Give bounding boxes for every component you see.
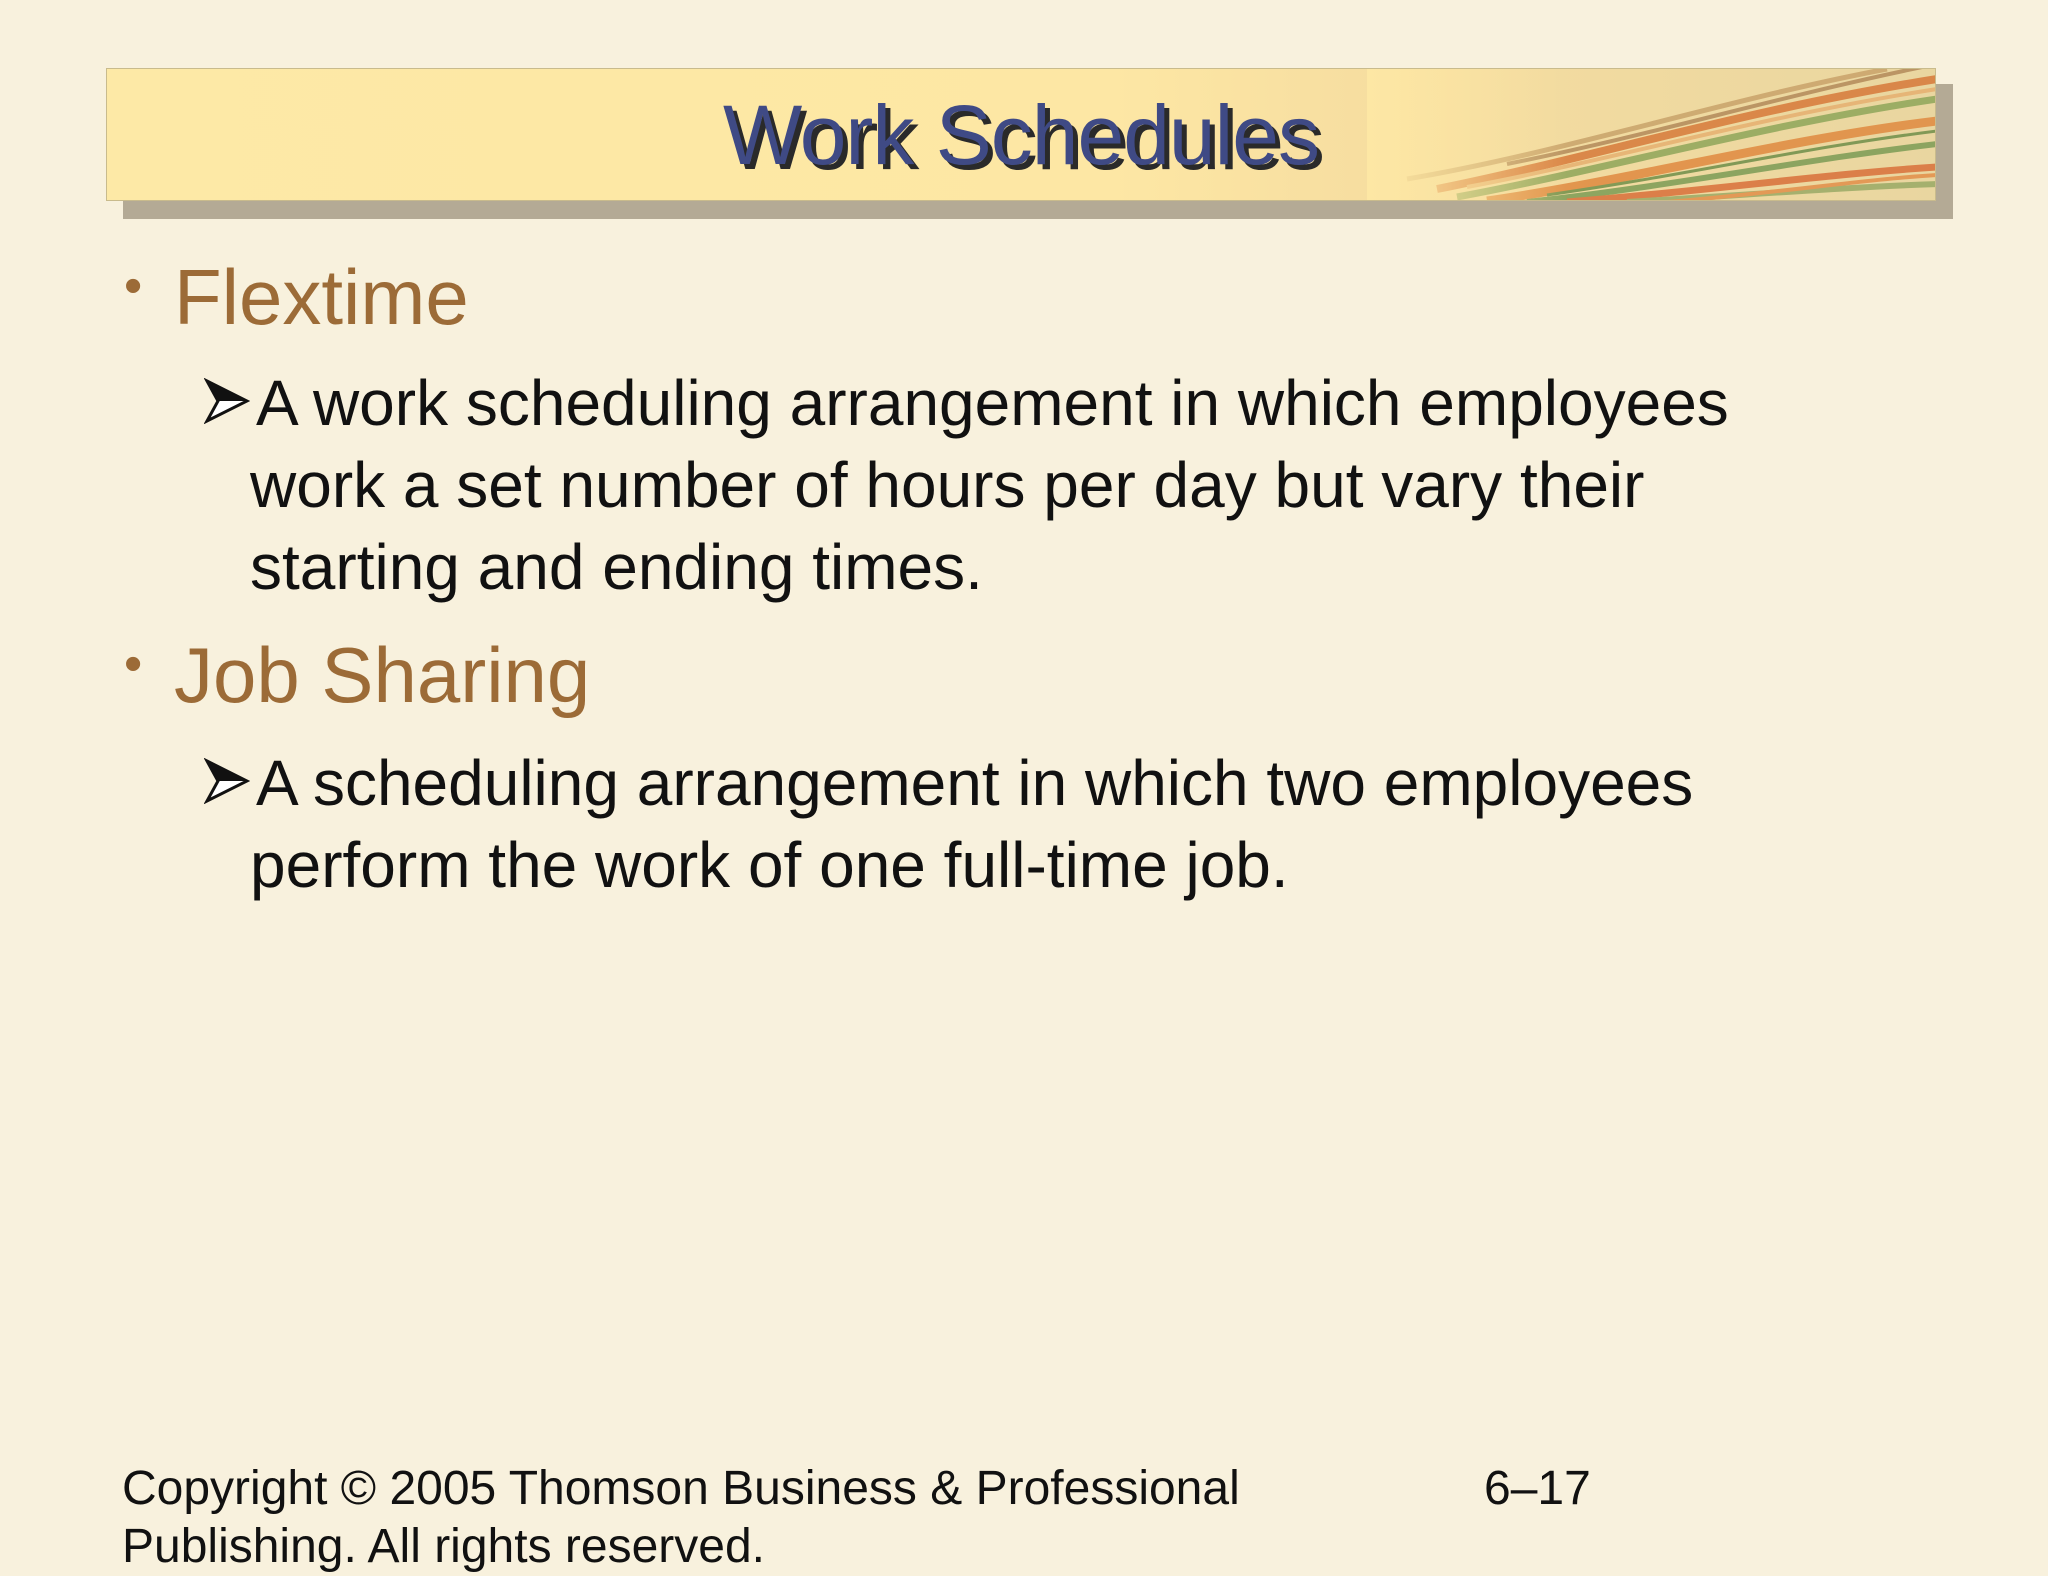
arrowhead-bullet-icon: [204, 378, 250, 424]
round-bullet-icon: •: [124, 257, 143, 315]
copyright-footer: [122, 1460, 1240, 1576]
bullet-heading: Flextime: [174, 253, 469, 341]
slide-number: 6–17: [1484, 1462, 1591, 1515]
copyright-line: Publishing. All rights reserved.: [122, 1520, 765, 1573]
definition-line: A scheduling arrangement in which two employees: [256, 747, 1694, 819]
sub-bullet-flextime-definition: [204, 362, 1844, 608]
title-banner: [106, 68, 1936, 201]
arrowhead-bullet-icon: [204, 758, 250, 804]
definition-line: perform the work of one full-time job.: [250, 829, 1289, 901]
copyright-line: Copyright © 2005 Thomson Business & Professional: [122, 1462, 1240, 1515]
definition-line: A work scheduling arrangement in which employees: [256, 367, 1729, 439]
bullet-heading: Job Sharing: [174, 631, 591, 719]
sub-bullet-job-sharing-definition: [204, 742, 1844, 906]
definition-line: work a set number of hours per day but vary their: [250, 449, 1645, 521]
slide-title: Work Schedules: [722, 88, 1320, 182]
round-bullet-icon: •: [124, 635, 143, 693]
definition-line: starting and ending times.: [250, 531, 983, 603]
